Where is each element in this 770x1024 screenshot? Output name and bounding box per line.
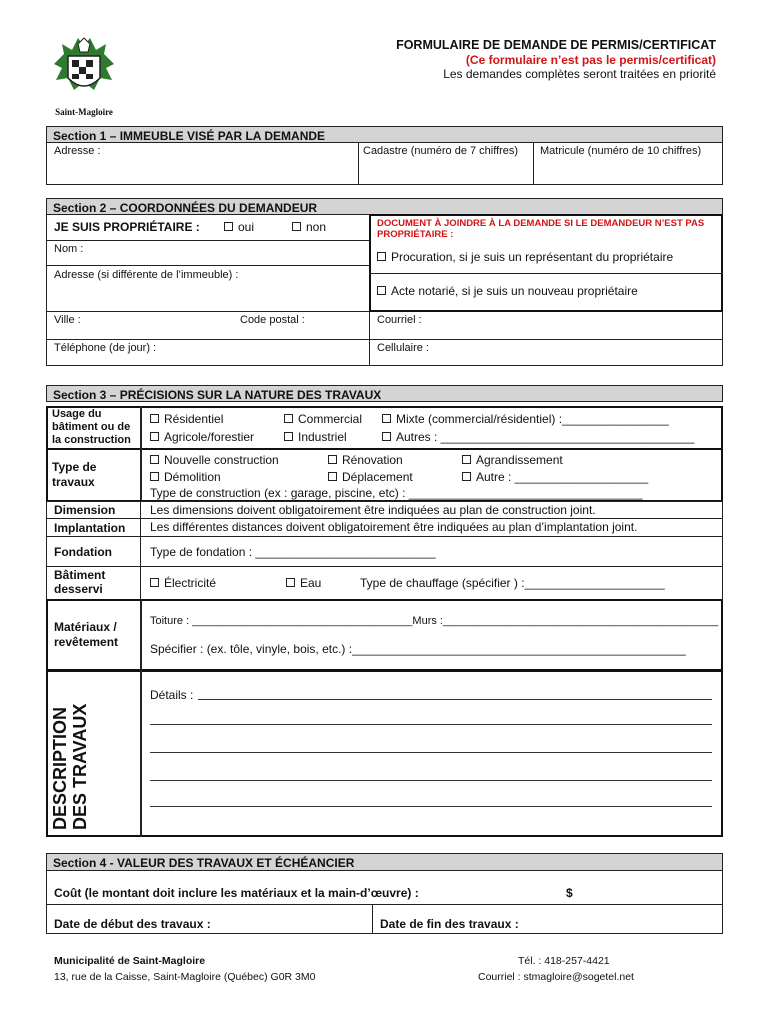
adresse-field[interactable]: Adresse : [54, 145, 101, 157]
adresse-diff-field[interactable]: Adresse (si différente de l’immeuble) : [54, 269, 239, 281]
cout-field[interactable]: Coût (le montant doit inclure les matériaux et la main-d’œuvre) : [54, 886, 419, 900]
details-line-5[interactable] [150, 806, 712, 807]
form-subtitle: (Ce formulaire n’est pas le permis/certificat) [465, 53, 716, 67]
usage-label: Usage du bâtiment ou de la construction [52, 408, 131, 446]
type-construction-field[interactable]: Type de construction (ex : garage, piscine, etc) : ___________________________________ [150, 486, 643, 500]
eau-checkbox[interactable]: Eau [286, 576, 321, 590]
ville-field[interactable]: Ville : [54, 314, 81, 326]
details-line-1[interactable] [198, 699, 712, 700]
matricule-field[interactable]: Matricule (numéro de 10 chiffres) [540, 145, 702, 157]
form-title: FORMULAIRE DE DEMANDE DE PERMIS/CERTIFICAT [396, 38, 716, 52]
industriel-checkbox[interactable]: Industriel [284, 430, 347, 444]
commercial-checkbox[interactable]: Commercial [284, 412, 362, 426]
date-debut-field[interactable]: Date de début des travaux : [54, 917, 211, 931]
doc-join-note: DOCUMENT À JOINDRE À LA DEMANDE SI LE DEMANDEUR N’EST PAS PROPRIÉTAIRE : [377, 218, 705, 240]
batiment-label: Bâtiment desservi [54, 568, 106, 596]
description-row [46, 670, 723, 837]
dollar-sign: $ [566, 886, 573, 900]
dimension-label: Dimension [54, 503, 116, 517]
acte-notarie-checkbox[interactable]: Acte notarié, si je suis un nouveau propriétaire [377, 284, 638, 298]
specifier-field[interactable]: Spécifier : (ex. tôle, vinyle, bois, etc.) :__________________________________________________ [150, 642, 686, 656]
chauffage-field[interactable]: Type de chauffage (spécifier ) :_____________________ [360, 576, 665, 590]
residentiel-checkbox[interactable]: Résidentiel [150, 412, 223, 426]
logo-text: Saint-Magloire [55, 107, 113, 117]
dimension-text: Les dimensions doivent obligatoirement être indiquées au plan de construction joint. [150, 503, 596, 517]
autres-checkbox[interactable]: Autres : ______________________________________ [382, 430, 694, 444]
deplacement-checkbox[interactable]: Déplacement [328, 470, 413, 484]
non-checkbox[interactable]: non [292, 220, 326, 234]
details-line-3[interactable] [150, 752, 712, 753]
procuration-checkbox[interactable]: Procuration, si je suis un représentant du propriétaire [377, 250, 673, 264]
mixte-checkbox[interactable]: Mixte (commercial/résidentiel) :________________ [382, 412, 669, 426]
section2-header: Section 2 – COORDONNÉES DU DEMANDEUR [46, 198, 723, 215]
details-label: Détails : [150, 688, 194, 702]
autre-checkbox[interactable]: Autre : ____________________ [462, 470, 648, 484]
agricole-checkbox[interactable]: Agricole/forestier [150, 430, 254, 444]
crest-icon [48, 34, 120, 106]
proprietaire-label: JE SUIS PROPRIÉTAIRE : [54, 220, 200, 234]
implantation-text: Les différentes distances doivent obligatoirement être indiquées au plan d’implantation joint. [150, 520, 638, 534]
materiaux-label: Matériaux / revêtement [54, 620, 119, 649]
type-travaux-label: Type de travaux [52, 460, 97, 489]
section3-header: Section 3 – PRÉCISIONS SUR LA NATURE DES TRAVAUX [46, 385, 723, 402]
cellulaire-field[interactable]: Cellulaire : [377, 342, 429, 354]
implantation-label: Implantation [54, 521, 126, 535]
description-label: DESCRIPTION DES TRAVAUX [50, 703, 90, 830]
footer-courriel[interactable]: Courriel : stmagloire@sogetel.net [478, 971, 634, 983]
renovation-checkbox[interactable]: Rénovation [328, 453, 403, 467]
municipal-logo [48, 34, 120, 118]
agrandissement-checkbox[interactable]: Agrandissement [462, 453, 563, 467]
form-note: Les demandes complètes seront traitées en priorité [443, 67, 716, 81]
footer-municipalite: Municipalité de Saint-Magloire [54, 955, 206, 967]
details-line-2[interactable] [150, 724, 712, 725]
footer-telephone: Tél. : 418-257-4421 [518, 955, 610, 967]
section4-header: Section 4 - VALEUR DES TRAVAUX ET ÉCHÉANCIER [46, 853, 723, 871]
cadastre-field[interactable]: Cadastre (numéro de 7 chiffres) [363, 145, 519, 157]
footer-adresse: 13, rue de la Caisse, Saint-Magloire (Québec) G0R 3M0 [54, 971, 316, 983]
telephone-field[interactable]: Téléphone (de jour) : [54, 342, 157, 354]
code-postal-field[interactable]: Code postal : [240, 314, 305, 326]
electricite-checkbox[interactable]: Électricité [150, 576, 216, 590]
courriel-field[interactable]: Courriel : [377, 314, 422, 326]
oui-checkbox[interactable]: oui [224, 220, 254, 234]
toiture-murs-field[interactable]: Toiture : ____________________________________Murs :_____________________________________________ [150, 615, 719, 627]
materiaux-row [46, 599, 723, 671]
fondation-field[interactable]: Type de fondation : ___________________________ [150, 545, 436, 559]
nouvelle-construction-checkbox[interactable]: Nouvelle construction [150, 453, 279, 467]
fondation-label: Fondation [54, 545, 112, 559]
demolition-checkbox[interactable]: Démolition [150, 470, 221, 484]
nom-field[interactable]: Nom : [54, 243, 84, 255]
details-line-4[interactable] [150, 780, 712, 781]
date-fin-field[interactable]: Date de fin des travaux : [380, 917, 519, 931]
section1-header: Section 1 – IMMEUBLE VISÉ PAR LA DEMANDE [46, 126, 723, 143]
